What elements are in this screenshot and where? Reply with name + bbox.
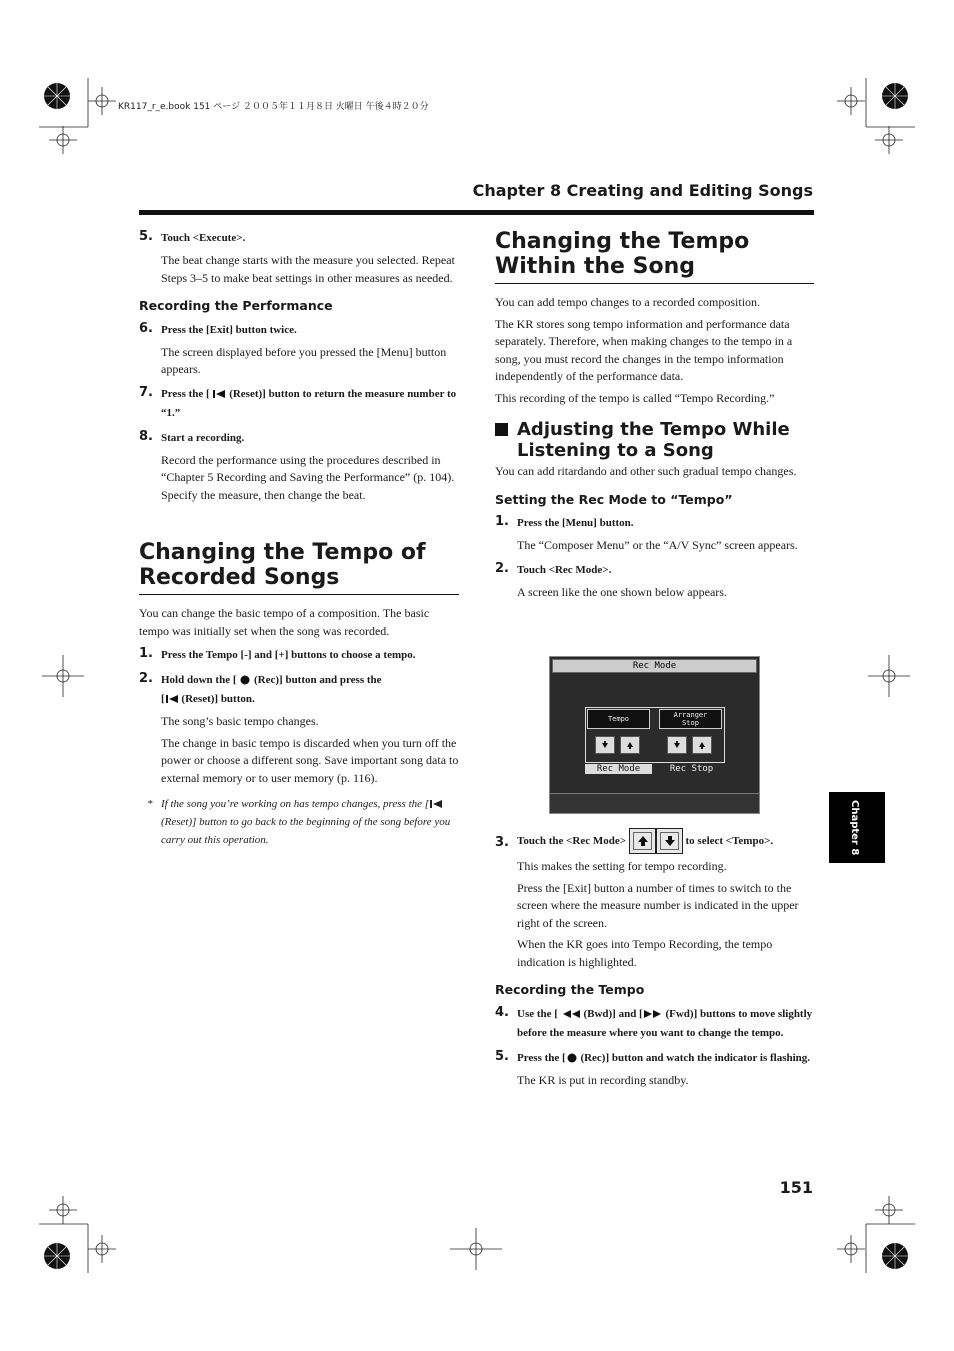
section-intro: You can change the basic tempo of a composition. The basic tempo was initially set when the song was recorded. — [139, 606, 430, 638]
rec-step-2: 2. Touch <Rec Mode>. — [495, 560, 612, 576]
rec-step-3-body-1: This makes the setting for tempo recording. — [517, 859, 727, 874]
step-8-body: Record the performance using the procedures described in “Chapter 5 Recording and Saving the Performance” (p. 104). Specify the measure, then change the beat. — [161, 452, 455, 502]
recording-performance-heading: Recording the Performance — [139, 298, 333, 313]
rec-step-1-body: The “Composer Menu” or the “A/V Sync” screen appears. — [517, 538, 798, 552]
down-arrow-icon — [664, 835, 676, 847]
rec-mode-label: Rec Mode — [585, 764, 652, 774]
tempo-within-p1: You can add tempo changes to a recorded composition. — [495, 295, 761, 309]
step-6-body: The screen displayed before you pressed the [Menu] button appears. — [161, 344, 447, 376]
screen-down-arrow-button-2[interactable] — [667, 736, 687, 754]
step-7: 7. Press the [ (Reset)] button to return the measure number to “1.” — [139, 384, 457, 419]
setting-rec-mode-heading: Setting the Rec Mode to “Tempo” — [495, 491, 733, 507]
rec-step-2-body: A screen like the one shown below appears. — [517, 584, 727, 599]
down-arrow-icon — [672, 740, 682, 750]
tempo-step-2: 2. Hold down the [ (Rec)] button and press the [ (Reset)] button. — [139, 671, 382, 705]
screen-up-arrow-button-2[interactable] — [692, 736, 712, 754]
page-number: 151 — [779, 1178, 813, 1197]
screen-title: Rec Mode — [552, 659, 757, 673]
arranger-stop-option-button[interactable]: Arranger Stop — [659, 709, 722, 729]
section-title-tempo-within: Changing the Tempo Within the Song — [495, 229, 814, 284]
subsection-intro: You can add ritardando and other such gradual tempo changes. — [495, 464, 797, 478]
reset-note: * If the song you’re working on has tempo changes, press the [ (Reset)] button to go back to the beginning of the song before you carry out this operation. — [147, 798, 451, 846]
file-info-line: KR117_r_e.book 151 ページ ２００５年１１月８日 火曜日 午後４時２０分 — [118, 102, 429, 112]
up-arrow-icon — [697, 740, 707, 750]
screen-down-arrow-button[interactable] — [595, 736, 615, 754]
tempo-step-2-body-1: The song’s basic tempo changes. — [161, 714, 319, 728]
up-arrow-icon — [625, 740, 635, 750]
reset-icon — [429, 799, 443, 809]
reset-icon — [165, 694, 179, 704]
rec-step-5: 5. Press the [ (Rec)] button and watch the indicator is flashing. — [495, 1048, 811, 1064]
recording-tempo-heading: Recording the Tempo — [495, 982, 645, 998]
reset-icon — [212, 389, 226, 399]
tempo-step-1: 1. Press the Tempo [-] and [+] buttons to choose a tempo. — [139, 646, 416, 661]
up-arrow-button[interactable] — [629, 828, 656, 854]
rec-icon — [239, 675, 251, 685]
rewind-icon — [561, 1009, 581, 1019]
right-column — [495, 229, 814, 601]
chapter-side-tab: Chapter 8 — [829, 792, 885, 863]
rec-icon — [566, 1053, 578, 1063]
rec-step-3: 3. Touch the <Rec Mode> to select <Tempo>. — [495, 828, 814, 854]
step-8: 8. Start a recording. — [139, 428, 245, 444]
step-6: 6. Press the [Exit] button twice. — [139, 320, 297, 336]
screen-bottom-bar — [550, 793, 759, 813]
down-arrow-icon — [600, 740, 610, 750]
tempo-option-button[interactable]: Tempo — [587, 709, 650, 729]
rec-mode-screen — [549, 656, 760, 814]
right-column-lower — [495, 828, 814, 1089]
fast-forward-icon — [643, 1009, 663, 1019]
screen-up-arrow-button[interactable] — [620, 736, 640, 754]
step-5-body: The beat change starts with the measure you selected. Repeat Steps 3–5 to make beat settings in other measures as needed. — [161, 253, 455, 285]
up-arrow-icon — [637, 835, 649, 847]
square-bullet-icon — [495, 423, 508, 436]
rec-step-4: 4. Use the [ (Bwd)] and [ (Fwd)] buttons to move slightly before the measure where you want to change the tempo. — [495, 1004, 813, 1039]
chapter-header: Chapter 8 Creating and Editing Songs — [472, 181, 813, 200]
rec-step-3-body-2: Press the [Exit] button a number of times to switch to the screen where the measure number is indicated in the upper right of the screen. — [517, 880, 799, 930]
tempo-step-2-body-2: The change in basic tempo is discarded when you turn off the power or choose a different song. Save important song data to external memory or to user memory (p. 116). — [161, 735, 459, 785]
left-column — [139, 229, 459, 849]
tempo-within-p2: The KR stores song tempo information and performance data separately. Therefore, when making changes to the tempo in a song, you must record the changes in the tempo information independently of the performance data. — [495, 316, 793, 383]
rec-step-3-body-3: When the KR goes into Tempo Recording, the tempo indication is highlighted. — [517, 937, 773, 969]
rec-stop-label: Rec Stop — [669, 764, 714, 774]
subsection-title: Adjusting the Tempo While Listening to a Song — [495, 419, 814, 461]
header-rule — [139, 210, 814, 215]
section-title-tempo-recorded: Changing the Tempo of Recorded Songs — [139, 540, 459, 595]
tempo-within-p3: This recording of the tempo is called “Tempo Recording.” — [495, 390, 775, 405]
rec-step-1: 1. Press the [Menu] button. — [495, 514, 634, 529]
rec-step-5-body: The KR is put in recording standby. — [517, 1072, 689, 1087]
down-arrow-button[interactable] — [656, 828, 683, 854]
step-5: 5. Touch <Execute>. — [139, 229, 246, 244]
